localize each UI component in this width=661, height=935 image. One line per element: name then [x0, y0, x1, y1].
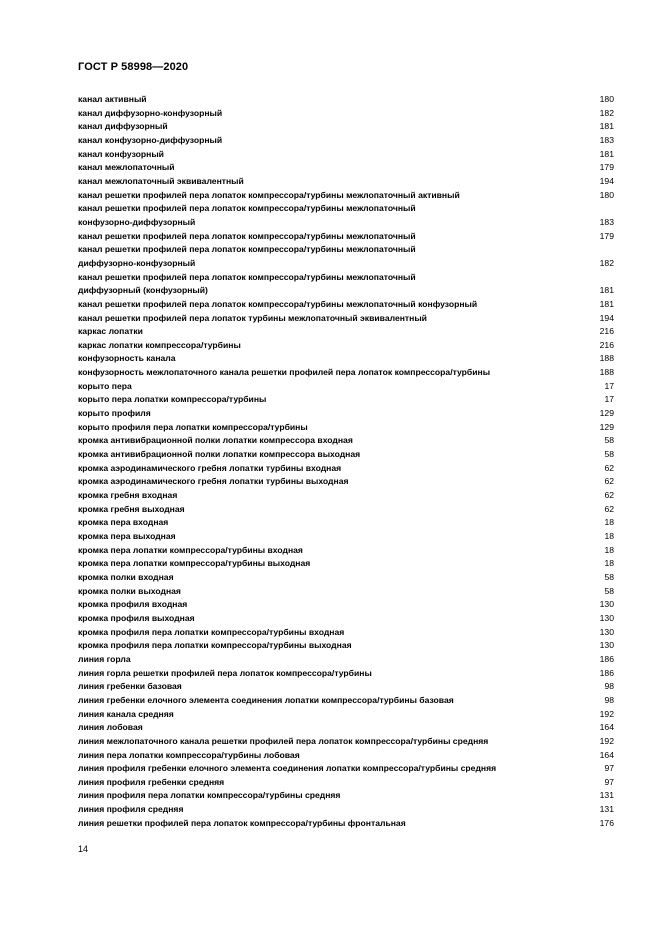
- index-term-line: кромка пера лопатки компрессора/турбины входная: [78, 544, 303, 555]
- index-term: [78, 366, 574, 380]
- index-term-line: кромка гребня выходная: [78, 503, 185, 514]
- index-term: [78, 735, 574, 749]
- index-page-ref: 188: [599, 367, 614, 378]
- index-term-line: канал решетки профилей пера лопаток компрессора/турбины межлопаточный: [78, 203, 416, 214]
- index-entry: [78, 776, 614, 790]
- index-page-ref: 179: [599, 230, 614, 241]
- index-page-ref: 192: [599, 708, 614, 719]
- index-page-ref: 180: [599, 94, 614, 104]
- index-term-line: кромка профиля выходная: [78, 612, 195, 623]
- index-entry: [78, 189, 614, 203]
- index-term-line: кромка аэродинамического гребня лопатки турбины выходная: [78, 476, 349, 487]
- index-entry: [78, 202, 614, 229]
- index-page-ref: 181: [599, 285, 614, 296]
- index-term-line: кромка антивибрационной полки лопатки компрессора входная: [78, 435, 353, 446]
- index-entry: [78, 735, 614, 749]
- index-term: [78, 544, 574, 558]
- index-term-line: конфузорность канала: [78, 353, 176, 364]
- index-entry: [78, 175, 614, 189]
- index-term-line: кромка полки входная: [78, 571, 174, 582]
- index-term-line: канал активный: [78, 94, 147, 104]
- index-term: [78, 571, 574, 585]
- index-term: [78, 475, 574, 489]
- index-page-ref: 182: [599, 257, 614, 268]
- index-term: [78, 271, 574, 298]
- index-term: [78, 352, 574, 366]
- index-entry: [78, 667, 614, 681]
- index-entry: [78, 516, 614, 530]
- index-entry: [78, 489, 614, 503]
- index-term-line: канал конфузорный: [78, 148, 164, 159]
- alphabetical-index: [78, 93, 614, 830]
- index-term-line: линия решетки профилей пера лопаток компрессора/турбины фронтальная: [78, 817, 406, 828]
- index-entry: [78, 366, 614, 380]
- index-term-line: кромка полки выходная: [78, 585, 181, 596]
- index-page-ref: 17: [604, 380, 614, 391]
- index-term-line: канал решетки профилей пера лопаток турбины межлопаточный эквивалентный: [78, 312, 427, 323]
- index-page-ref: 194: [599, 312, 614, 323]
- index-term-line: линия профиля гребенки елочного элемента соединения лопатки компрессора/турбины средняя: [78, 763, 497, 774]
- index-term: [78, 462, 574, 476]
- index-term-line: кромка пера выходная: [78, 531, 176, 541]
- index-entry: [78, 243, 614, 270]
- index-term: [78, 107, 574, 121]
- index-page-ref: 18: [604, 544, 614, 555]
- index-term-line: канал межлопаточный: [78, 162, 175, 173]
- index-term: [78, 503, 574, 517]
- index-page-ref: 216: [599, 326, 614, 337]
- index-term: [78, 189, 574, 203]
- index-term: [78, 680, 574, 694]
- index-entry: [78, 325, 614, 339]
- index-term-line: линия горла решетки профилей пера лопаток компрессора/турбины: [78, 667, 372, 678]
- index-entry: [78, 598, 614, 612]
- index-term-line: канал решетки профилей пера лопаток компрессора/турбины межлопаточный: [78, 244, 416, 255]
- index-entry: [78, 421, 614, 435]
- index-term-line: конфузорность межлопаточного канала решетки профилей пера лопаток компрессора/турбины: [78, 367, 491, 378]
- index-entry: [78, 762, 614, 776]
- index-term: [78, 776, 574, 790]
- index-term: [78, 243, 574, 270]
- index-entry: [78, 475, 614, 489]
- index-page-ref: 131: [599, 804, 614, 815]
- index-page-ref: 183: [599, 134, 614, 145]
- index-page-ref: 181: [599, 298, 614, 309]
- index-term-line: линия профиля гребенки средняя: [78, 776, 225, 787]
- index-page-ref: 182: [599, 107, 614, 118]
- index-page-ref: 194: [599, 175, 614, 186]
- index-entry: [78, 407, 614, 421]
- index-entry: [78, 530, 614, 544]
- index-term: [78, 489, 574, 503]
- index-term: [78, 230, 574, 244]
- index-term-line: линия гребенки елочного элемента соединения лопатки компрессора/турбины базовая: [78, 694, 454, 705]
- index-page-ref: 129: [599, 408, 614, 419]
- index-term: [78, 120, 574, 134]
- index-term-line: канал решетки профилей пера лопаток компрессора/турбины межлопаточный: [78, 271, 416, 282]
- index-page-ref: 183: [599, 216, 614, 227]
- index-page-ref: 164: [599, 749, 614, 760]
- index-page-ref: 98: [604, 694, 614, 705]
- index-entry: [78, 503, 614, 517]
- index-entry: [78, 803, 614, 817]
- index-page-ref: 129: [599, 421, 614, 432]
- index-page-ref: 62: [604, 490, 614, 501]
- index-term: [78, 667, 574, 681]
- index-term: [78, 817, 574, 831]
- index-term-line: линия межлопаточного канала решетки профилей пера лопаток компрессора/турбины средняя: [78, 735, 489, 746]
- index-term: [78, 421, 574, 435]
- index-term-line: канал решетки профилей пера лопаток компрессора/турбины межлопаточный: [78, 230, 416, 241]
- index-entry: [78, 789, 614, 803]
- index-page-ref: 62: [604, 476, 614, 487]
- index-term: [78, 148, 574, 162]
- index-page-ref: 130: [599, 612, 614, 623]
- index-term: [78, 557, 574, 571]
- index-term: [78, 639, 574, 653]
- index-entry: [78, 571, 614, 585]
- index-term: [78, 721, 574, 735]
- index-term: [78, 598, 574, 612]
- index-entry: [78, 462, 614, 476]
- index-entry: [78, 544, 614, 558]
- index-term-line: диффузорный (конфузорный): [78, 285, 208, 296]
- index-term-line: канал решетки профилей пера лопаток компрессора/турбины межлопаточный конфузорный: [78, 298, 478, 309]
- index-page-ref: 130: [599, 626, 614, 637]
- index-entry: [78, 749, 614, 763]
- index-term-line: корыто пера: [78, 380, 132, 391]
- index-entry: [78, 298, 614, 312]
- index-term-line: диффузорно-конфузорный: [78, 257, 196, 268]
- index-page-ref: 181: [599, 148, 614, 159]
- index-page-ref: 62: [604, 462, 614, 473]
- index-page-ref: 18: [604, 517, 614, 528]
- index-entry: [78, 639, 614, 653]
- index-term-line: линия канала средняя: [78, 708, 174, 719]
- page-number: 14: [78, 844, 89, 854]
- index-term-line: линия профиля пера лопатки компрессора/турбины средняя: [78, 790, 341, 801]
- index-term-line: линия горла: [78, 653, 131, 664]
- index-term: [78, 530, 574, 544]
- index-entry: [78, 107, 614, 121]
- index-entry: [78, 161, 614, 175]
- index-entry: [78, 694, 614, 708]
- index-page-ref: 188: [599, 353, 614, 364]
- index-term: [78, 803, 574, 817]
- document-header: ГОСТ Р 58998—2020: [78, 61, 189, 73]
- index-page-ref: 164: [599, 722, 614, 733]
- index-page-ref: 58: [604, 449, 614, 460]
- index-term: [78, 749, 574, 763]
- index-term: [78, 653, 574, 667]
- index-term: [78, 708, 574, 722]
- index-page-ref: 97: [604, 763, 614, 774]
- index-page-ref: 192: [599, 735, 614, 746]
- index-term-line: корыто профиля пера лопатки компрессора/турбины: [78, 421, 308, 432]
- index-entry: [78, 612, 614, 626]
- index-term-line: канал межлопаточный эквивалентный: [78, 175, 244, 186]
- index-page-ref: 18: [604, 531, 614, 541]
- index-page-ref: 18: [604, 558, 614, 569]
- index-page-ref: 130: [599, 640, 614, 651]
- index-term-line: кромка аэродинамического гребня лопатки турбины входная: [78, 462, 342, 473]
- index-entry: [78, 230, 614, 244]
- index-entry: [78, 271, 614, 298]
- index-term: [78, 612, 574, 626]
- index-entry: [78, 653, 614, 667]
- index-term: [78, 434, 574, 448]
- index-page-ref: 17: [604, 394, 614, 405]
- index-term: [78, 298, 574, 312]
- index-term-line: канал диффузорный: [78, 121, 168, 132]
- index-entry: [78, 352, 614, 366]
- index-term: [78, 626, 574, 640]
- index-entry: [78, 312, 614, 326]
- index-term: [78, 448, 574, 462]
- index-entry: [78, 134, 614, 148]
- index-page-ref: 58: [604, 435, 614, 446]
- index-entry: [78, 393, 614, 407]
- index-page-ref: 98: [604, 681, 614, 692]
- index-term-line: кромка гребня входная: [78, 490, 178, 501]
- index-term-line: корыто пера лопатки компрессора/турбины: [78, 394, 267, 405]
- index-term-line: кромка профиля пера лопатки компрессора/турбины выходная: [78, 640, 352, 651]
- index-term-line: корыто профиля: [78, 408, 151, 419]
- index-term-line: кромка пера входная: [78, 517, 169, 528]
- index-entry: [78, 448, 614, 462]
- index-entry: [78, 93, 614, 107]
- index-term-line: конфузорно-диффузорный: [78, 216, 196, 227]
- index-term: [78, 202, 574, 229]
- index-term: [78, 762, 574, 776]
- index-entry: [78, 120, 614, 134]
- index-term: [78, 393, 574, 407]
- index-term: [78, 325, 574, 339]
- index-term-line: кромка профиля пера лопатки компрессора/турбины входная: [78, 626, 345, 637]
- index-term-line: линия гребенки базовая: [78, 681, 182, 692]
- index-entry: [78, 434, 614, 448]
- index-term-line: кромка профиля входная: [78, 599, 188, 610]
- index-page-ref: 62: [604, 503, 614, 514]
- index-page-ref: 58: [604, 585, 614, 596]
- index-page-ref: 97: [604, 776, 614, 787]
- index-term-line: линия лобовая: [78, 722, 143, 733]
- index-page-ref: 131: [599, 790, 614, 801]
- index-term: [78, 380, 574, 394]
- index-term-line: каркас лопатки компрессора/турбины: [78, 339, 241, 350]
- index-term: [78, 312, 574, 326]
- index-term: [78, 585, 574, 599]
- index-entry: [78, 148, 614, 162]
- index-term-line: канал конфузорно-диффузорный: [78, 134, 223, 145]
- index-page-ref: 179: [599, 162, 614, 173]
- index-term: [78, 339, 574, 353]
- index-entry: [78, 557, 614, 571]
- index-page-ref: 186: [599, 653, 614, 664]
- index-entry: [78, 585, 614, 599]
- index-term-line: линия пера лопатки компрессора/турбины лобовая: [78, 749, 300, 760]
- index-term-line: канал решетки профилей пера лопаток компрессора/турбины межлопаточный активный: [78, 189, 460, 200]
- index-entry: [78, 626, 614, 640]
- index-entry: [78, 380, 614, 394]
- index-page-ref: 176: [599, 817, 614, 828]
- index-entry: [78, 721, 614, 735]
- index-page-ref: 130: [599, 599, 614, 610]
- index-term-line: кромка антивибрационной полки лопатки компрессора выходная: [78, 449, 361, 460]
- index-page-ref: 181: [599, 121, 614, 132]
- index-term-line: линия профиля средняя: [78, 804, 184, 815]
- index-term: [78, 134, 574, 148]
- index-term: [78, 161, 574, 175]
- index-term: [78, 407, 574, 421]
- index-term: [78, 93, 574, 107]
- index-term: [78, 516, 574, 530]
- index-entry: [78, 708, 614, 722]
- index-page-ref: 180: [599, 189, 614, 200]
- index-page-ref: 216: [599, 339, 614, 350]
- index-term: [78, 789, 574, 803]
- index-term: [78, 694, 574, 708]
- index-entry: [78, 680, 614, 694]
- index-term-line: каркас лопатки: [78, 326, 143, 337]
- index-term-line: канал диффузорно-конфузорный: [78, 107, 223, 118]
- index-entry: [78, 339, 614, 353]
- index-page-ref: 186: [599, 667, 614, 678]
- index-page-ref: 58: [604, 571, 614, 582]
- index-term-line: кромка пера лопатки компрессора/турбины выходная: [78, 558, 311, 569]
- index-entry: [78, 817, 614, 831]
- index-term: [78, 175, 574, 189]
